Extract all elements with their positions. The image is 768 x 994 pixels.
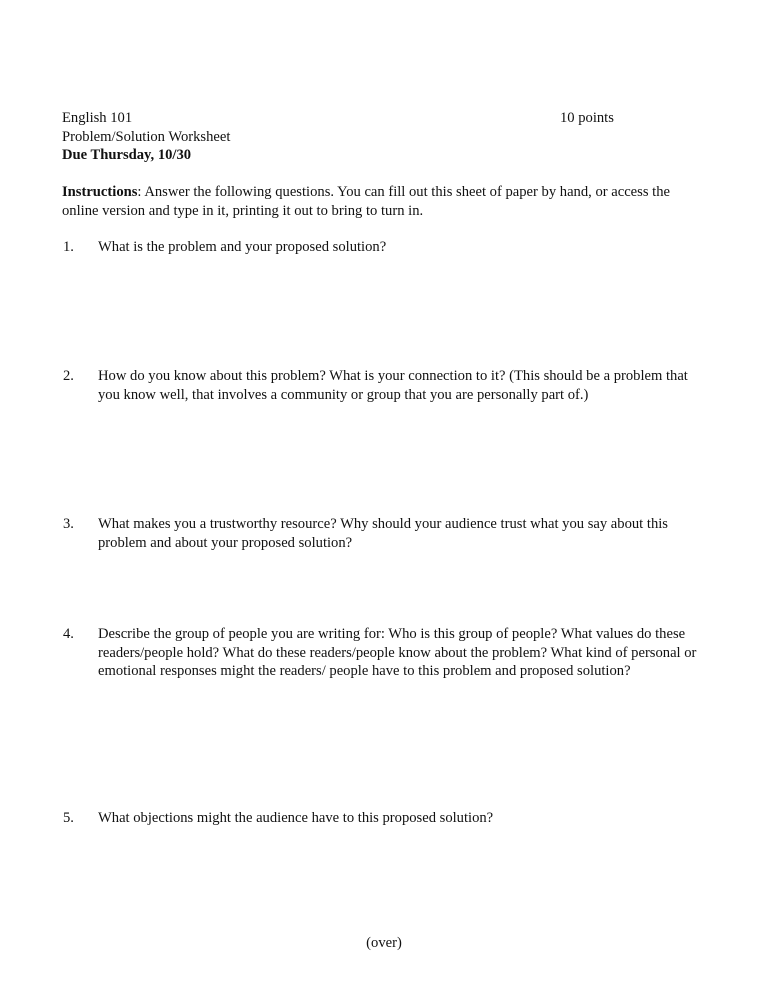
points-value: 10 points xyxy=(560,110,614,126)
question-text: What is the problem and your proposed solution? xyxy=(98,239,387,255)
question-text: Describe the group of people you are writing for: Who is this group of people? What values do these readers/people hold? What do these readers/people know about the problem? What kind of personal or emotional responses might the readers/ people have to this problem and proposed solution? xyxy=(98,626,697,679)
question-3 xyxy=(63,515,698,552)
question-5 xyxy=(63,809,698,828)
instructions-paragraph xyxy=(62,183,702,220)
instructions-label: Instructions xyxy=(62,184,138,200)
question-1 xyxy=(63,238,698,257)
question-2 xyxy=(63,367,698,404)
worksheet-title: Problem/Solution Worksheet xyxy=(62,128,231,145)
course-title: English 101 xyxy=(62,110,133,126)
question-text: How do you know about this problem? What is your connection to it? (This should be a problem that you know well, that involves a community or group that you are personally part of.) xyxy=(98,368,688,403)
question-number: 5. xyxy=(63,810,74,826)
instructions-text: : Answer the following questions. You can fill out this sheet of paper by hand, or access the online version and type in it, printing it out to bring to turn in. xyxy=(62,184,670,219)
question-text: What makes you a trustworthy resource? Why should your audience trust what you say about this problem and about your proposed solution? xyxy=(98,516,668,551)
over-note: (over) xyxy=(366,935,402,951)
question-number: 4. xyxy=(63,626,74,642)
question-4 xyxy=(63,625,698,681)
due-date: Due Thursday, 10/30 xyxy=(62,147,192,163)
question-number: 3. xyxy=(63,516,74,532)
question-number: 1. xyxy=(63,239,74,255)
question-number: 2. xyxy=(63,368,74,384)
question-text: What objections might the audience have to this proposed solution? xyxy=(98,810,494,826)
